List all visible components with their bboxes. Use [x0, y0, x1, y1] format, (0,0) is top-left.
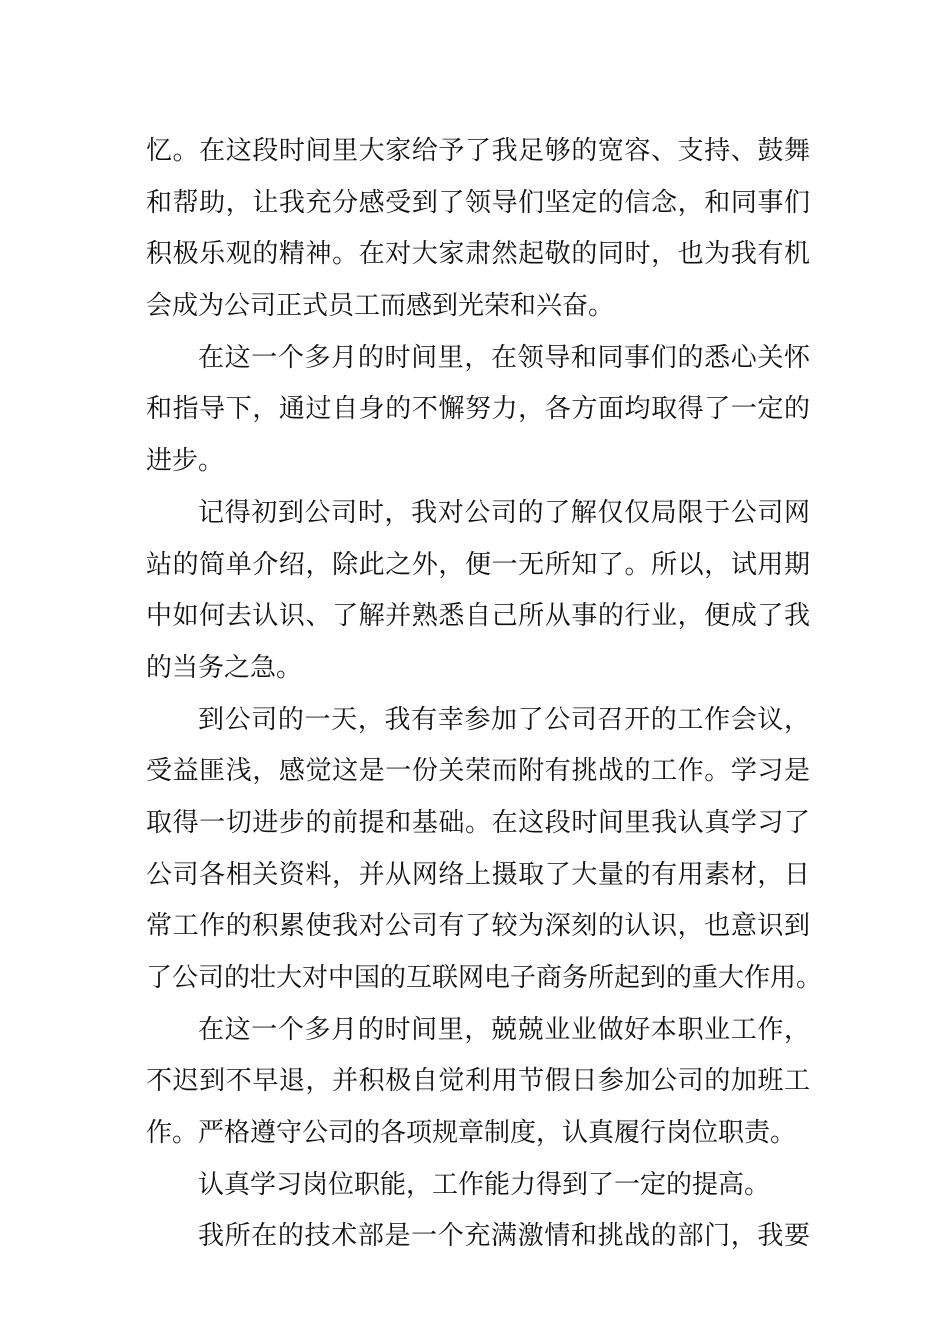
text-line: 常工作的积累使我对公司有了较为深刻的认识，也意识到 — [146, 911, 810, 942]
paragraph-2 — [146, 333, 810, 488]
paragraph-6 — [146, 1160, 810, 1212]
text-line: 取得一切进步的前提和基础。在这段时间里我认真学习了 — [146, 807, 810, 838]
text-line: 公司各相关资料，并从网络上摄取了大量的有用素材，日 — [146, 859, 810, 890]
text-line: 我所在的技术部是一个充满激情和挑战的部门，我要 — [198, 1221, 810, 1252]
text-line: 了公司的壮大对中国的互联网电子商务所起到的重大作用。 — [146, 963, 823, 993]
text-line: 的当务之急。 — [146, 652, 303, 683]
text-line: 忆。在这段时间里大家给予了我足够的宽容、支持、鼓舞 — [146, 136, 810, 166]
document-body — [146, 126, 823, 1263]
text-line: 积极乐观的精神。在对大家肃然起敬的同时，也为我有机 — [146, 239, 810, 270]
text-line: 作。严格遵守公司的各项规章制度，认真履行岗位职责。 — [146, 1118, 797, 1149]
paragraph-3 — [146, 488, 810, 695]
text-line: 受益匪浅，感觉这是一份关荣而附有挑战的工作。学习是 — [146, 756, 810, 787]
text-line: 和指导下，通过自身的不懈努力，各方面均取得了一定的 — [146, 394, 810, 425]
text-line: 记得初到公司时，我对公司的了解仅仅局限于公司网 — [198, 497, 810, 528]
text-line: 认真学习岗位职能，工作能力得到了一定的提高。 — [198, 1169, 771, 1200]
text-line: 和帮助，让我充分感受到了领导们坚定的信念，和同事们 — [146, 187, 810, 218]
text-line: 进步。 — [146, 446, 225, 477]
paragraph-5 — [146, 1005, 810, 1160]
text-line: 到公司的一天，我有幸参加了公司召开的工作会议， — [198, 704, 810, 735]
text-line: 不迟到不早退，并积极自觉利用节假日参加公司的加班工 — [146, 1066, 810, 1097]
paragraph-7 — [146, 1211, 810, 1263]
text-line: 中如何去认识、了解并熟悉自己所从事的行业，便成了我 — [146, 601, 810, 632]
paragraph-4 — [146, 695, 823, 1005]
text-line: 在这一个多月的时间里，在领导和同事们的悉心关怀 — [198, 342, 810, 373]
text-line: 在这一个多月的时间里，兢兢业业做好本职业工作， — [198, 1014, 810, 1045]
text-line: 会成为公司正式员工而感到光荣和兴奋。 — [146, 291, 615, 322]
paragraph-1 — [146, 126, 810, 333]
text-line: 站的简单介绍，除此之外，便一无所知了。所以，试用期 — [146, 549, 810, 580]
